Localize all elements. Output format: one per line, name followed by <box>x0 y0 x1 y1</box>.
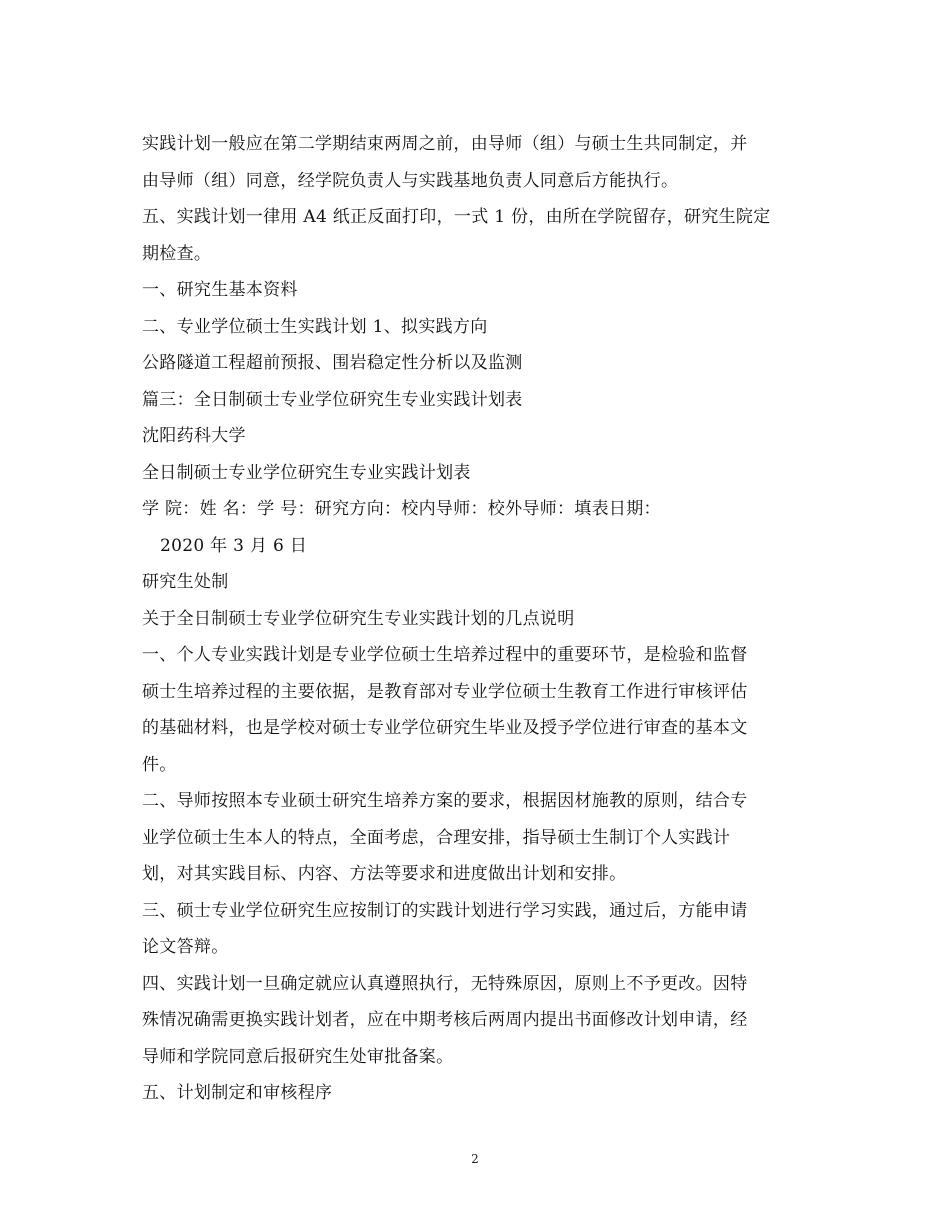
text-line: 业学位硕士生本人的特点，全面考虑，合理安排，指导硕士生制订个人实践计 <box>142 827 731 848</box>
form-date: 2020 年 3 月 6 日 <box>160 535 308 556</box>
text-line: 公路隧道工程超前预报、围岩稳定性分析以及监测 <box>142 353 523 373</box>
text-line: 论文答辩。 <box>142 937 229 957</box>
section-heading: 五、计划制定和审核程序 <box>142 1083 333 1103</box>
text-line: 三、硕士专业学位研究生应按制订的实践计划进行学习实践，通过后，方能申请 <box>142 900 748 921</box>
text-line: 划，对其实践目标、内容、方法等要求和进度做出计划和安排。 <box>142 864 627 884</box>
text-line: 实践计划一般应在第二学期结束两周之前，由导师（组）与硕士生共同制定，并 <box>142 134 748 154</box>
form-fields-line: 学 院：姓 名：学 号：研究方向：校内导师：校外导师：填表日期： <box>142 499 661 519</box>
page-number: 2 <box>471 1152 479 1166</box>
section-heading: 二、专业学位硕士生实践计划 1、拟实践方向 <box>142 316 488 337</box>
text-line: 期检查。 <box>142 243 212 264</box>
text-line: 由导师（组）同意，经学院负责人与实践基地负责人同意后方能执行。 <box>142 170 679 191</box>
notes-heading: 关于全日制硕士专业学位研究生专业实践计划的几点说明 <box>142 608 575 629</box>
text-line: 导师和学院同意后报研究生处审批备案。 <box>142 1046 454 1067</box>
text-line: 四、实践计划一旦确定就应认真遵照执行，无特殊原因，原则上不予更改。因特 <box>142 973 748 994</box>
text-line: 硕士生培养过程的主要依据，是教育部对专业学位硕士生教育工作进行审核评估 <box>142 681 748 702</box>
document-body <box>142 126 810 1112</box>
issuer-line: 研究生处制 <box>142 572 229 592</box>
text-line: 五、实践计划一律用 A4 纸正反面打印，一式 1 份，由所在学院留存，研究生院定 <box>142 207 771 227</box>
section-heading: 一、研究生基本资料 <box>142 280 298 300</box>
university-name: 沈阳药科大学 <box>142 426 246 446</box>
text-line: 一、个人专业实践计划是专业学位硕士生培养过程中的重要环节，是检验和监督 <box>142 645 748 665</box>
text-line: 殊情况确需更换实践计划者，应在中期考核后两周内提出书面修改计划申请，经 <box>142 1010 748 1030</box>
form-title: 全日制硕士专业学位研究生专业实践计划表 <box>142 462 471 483</box>
text-line: 的基础材料，也是学校对硕士专业学位研究生毕业及授予学位进行审查的基本文 <box>142 718 748 738</box>
text-line: 件。 <box>142 754 177 775</box>
text-line: 二、导师按照本专业硕士研究生培养方案的要求，根据因材施教的原则，结合专 <box>142 791 748 811</box>
chapter-title: 篇三：全日制硕士专业学位研究生专业实践计划表 <box>142 389 523 410</box>
